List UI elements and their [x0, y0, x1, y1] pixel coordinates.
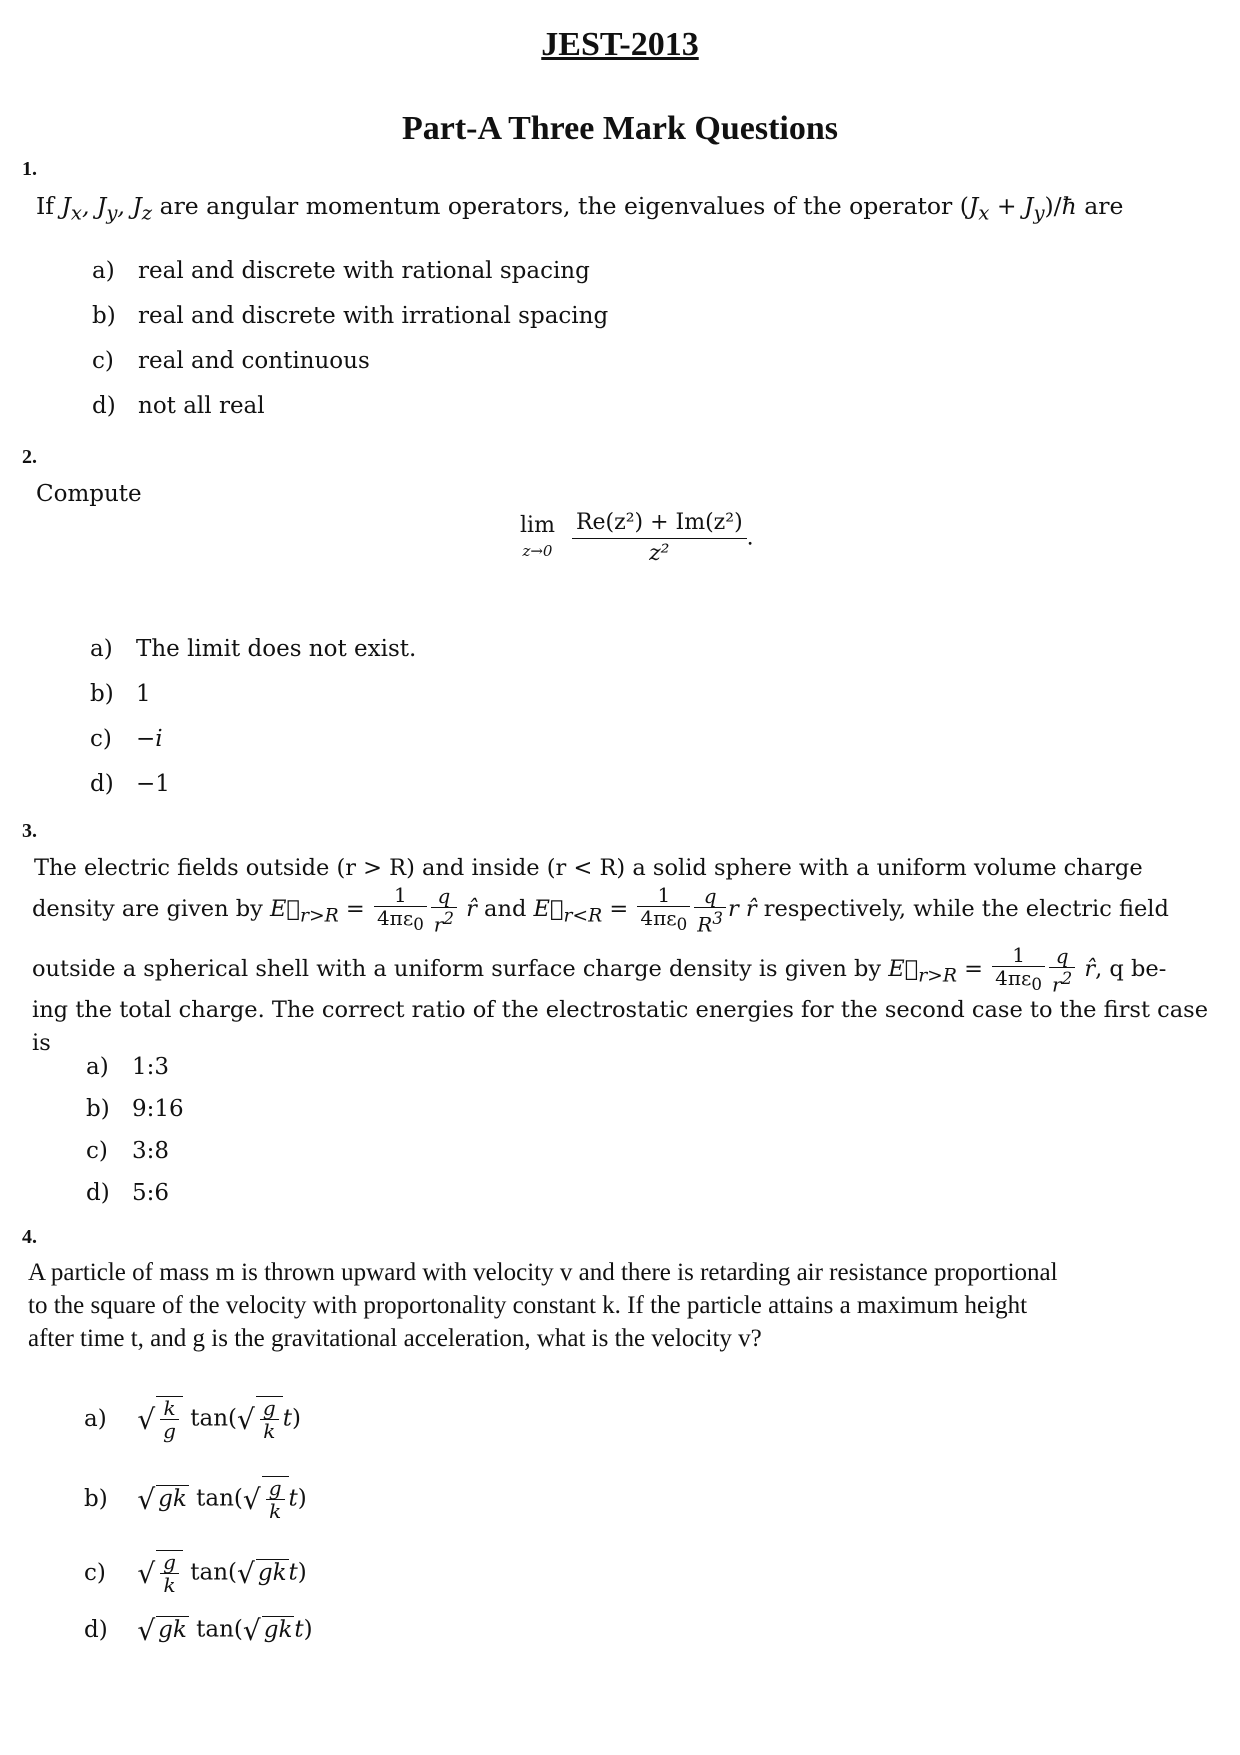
q4-option-d: d) √ gk tan(√ gkt) [84, 1614, 313, 1647]
question-4-line-3: after time t, and g is the gravitational acceleration, what is the velocity v? [28, 1325, 762, 1352]
lim-subscript: z→0 [522, 542, 553, 560]
limit-numerator: Re(z²) + Im(z²) [572, 508, 747, 539]
q1-option-d: d) not all real [92, 393, 265, 419]
question-number-4: 4. [22, 1226, 37, 1248]
question-4-line-1: A particle of mass m is thrown upward with velocity v and there is retarding air resistance proportional [28, 1259, 1058, 1286]
question-number-3: 3. [22, 820, 37, 842]
question-3-line-2: density are given by $E⃗_{r>R}$ = $\frac{1}{4\pi\varepsilon_0}$ $\frac{q}{r^2}$ r̂ and $E⃗_{r<R}$ = $\frac{1}{4\pi\varepsilon_0}$ $\frac{q}{R^3}$ r r̂ respectively, while the electric field [32, 883, 1169, 937]
question-4-line-2: to the square of the velocity with proportonality constant k. If the particle attains a maximum height [28, 1292, 1028, 1319]
question-3-line-1: The electric fields outside (r > R) and inside (r < R) a solid sphere with a uniform volume charge [34, 855, 1143, 881]
page-title: JEST-2013 [541, 26, 699, 63]
question-1-text: If $J_x$, $J_y$, $J_z$ are angular momentum operators, the eigenvalues of the operator ($J_x$ + $J_y)/ħ$ are [36, 192, 1124, 225]
question-number-1: 1. [22, 158, 37, 180]
q2-option-a: a) The limit does not exist. [90, 636, 417, 662]
q4-option-b: b) √ gk tan(√ $\frac{g}{k}$ t) [84, 1476, 307, 1523]
question-2-text: Compute [36, 481, 142, 507]
limit-denominator: z² [649, 541, 670, 566]
q3-option-a: a) 1:3 [86, 1054, 170, 1080]
q3-option-c: c) 3:8 [86, 1138, 170, 1164]
q2-option-c: c) −i [90, 726, 163, 752]
q2-option-b: b) 1 [90, 681, 151, 707]
q1-option-b: b) real and discrete with irrational spacing [92, 303, 609, 329]
limit-expression: lim z→0 $\frac{\text{Re(z²) + Im(z²)}}{\text{z²}}$ . [520, 508, 754, 569]
question-3-line-3: outside a spherical shell with a uniform surface charge density is given by $E⃗_{r>R}$ = $\frac{1}{4\pi\varepsilon_0}$ $\frac{q}{r^2}$ r̂, q be- [32, 943, 1167, 997]
q4-option-c: c) √ $\frac{g}{k}$ tan(√ gkt) [84, 1550, 307, 1597]
question-number-2: 2. [22, 446, 37, 468]
q3-option-d: d) 5:6 [86, 1180, 170, 1206]
q1-option-c: c) real and continuous [92, 348, 370, 374]
question-3-line-4: ing the total charge. The correct ratio of the electrostatic energies for the second case to the first case is [32, 997, 1209, 1056]
q4-option-a: a) √ $\frac{k}{g}$ tan(√ $\frac{g}{k}$ t) [84, 1396, 301, 1443]
lim-label: lim [520, 513, 555, 538]
q2-option-d: d) −1 [90, 771, 170, 797]
q3-option-b: b) 9:16 [86, 1096, 184, 1122]
section-title: Part-A Three Mark Questions [402, 110, 838, 147]
q1-option-a: a) real and discrete with rational spacing [92, 258, 590, 284]
